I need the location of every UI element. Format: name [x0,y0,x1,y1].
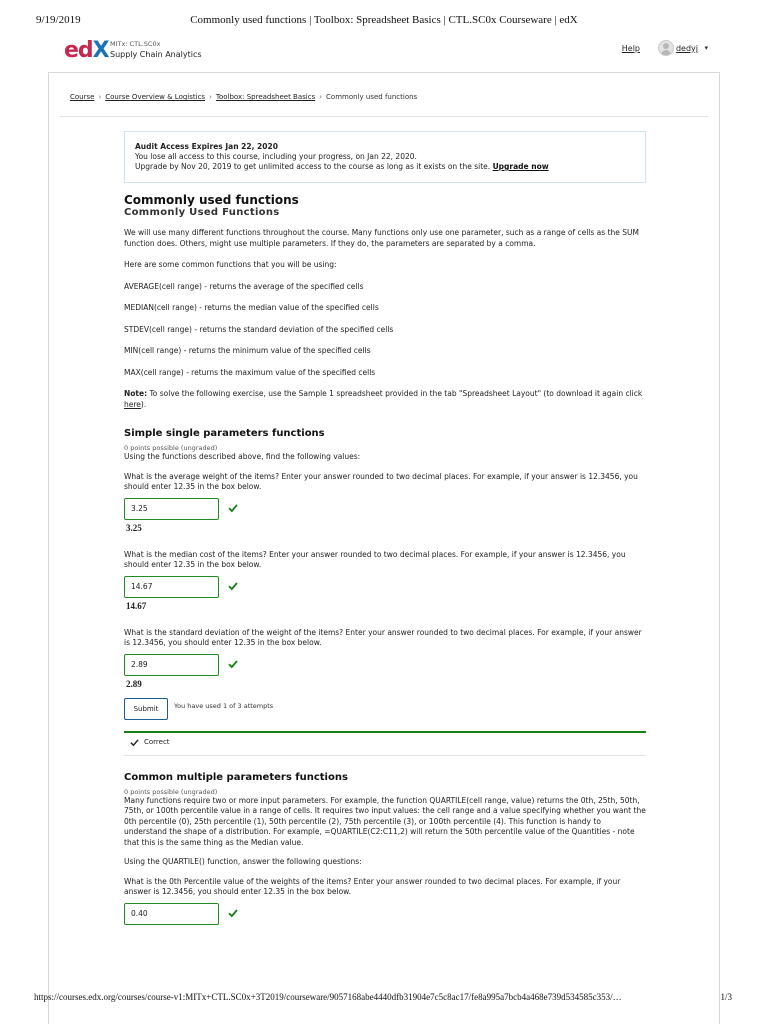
problem1-points: 0 points possible (ungraded) [124,444,218,452]
breadcrumb-course[interactable]: Course [70,93,95,101]
audit-message: You lose all access to this course, including your progress, on Jan 22, 2020. [135,152,417,161]
check-icon [228,659,238,669]
answer-row [124,903,646,925]
username-link[interactable]: dedyj [675,44,698,53]
attempts-count: You have used 1 of 3 attempts [174,701,274,710]
answer-row [124,654,646,676]
print-url: https://courses.edx.org/courses/course-v1:MITx+CTL.SC0x+3T2019/courseware/9057168abe4440dfb31904e7c5c8ac17/fe8a995a7bcb4a468e739d534585c353/… [34,992,622,1002]
unit-content [124,193,646,928]
answer-preview: 2.89 [126,678,142,689]
course-name: Supply Chain Analytics [110,50,202,59]
breadcrumb-separator: › [209,93,212,101]
submit-row [124,698,646,720]
answer-input-median-cost[interactable] [124,576,219,598]
check-icon [130,738,139,747]
submit-button[interactable]: Submit [124,698,168,720]
question-average-weight: What is the average weight of the items? Enter your answer rounded to two decimal places. For example, if your answer is 12.3456, you should enter 12.35 in the box below. [124,471,638,491]
note-paragraph: Note: To solve the following exercise, use the Sample 1 spreadsheet provided in the tab "Spreadsheet Layout" (to download it again click here). [124,389,643,409]
answer-input-average-weight[interactable] [124,498,219,520]
unit-subtitle: Commonly Used Functions [124,207,280,218]
problem2-description: Many functions require two or more input parameters. For example, the function QUARTILE(cell range, value) returns the 0th, 25th, 50th, 75th, or 100th percentile value in a range of cells. It requires two input values: the cell range and a value specifying whether you want the 0th percentile (0), 25th percentile (1), 50th percentile (2), 75th percentile (3), or 100th percentile (4). This function is handy to understand the shape of a distribution. For example, =QUARTILE(C2:C11,2) will return the 50th percentile value of the Quantities - note that this is the same thing as the Median value. [124,795,646,847]
check-icon [228,581,238,591]
breadcrumb-separator: › [98,93,102,101]
breadcrumb-current: Commonly used functions [326,93,418,101]
answer-input-stdev-weight[interactable] [124,654,219,676]
question-0th-percentile: What is the 0th Percentile value of the weights of the items? Enter your answer rounded to two decimal places. For example, if your answer is 12.3456, you should enter 12.35 in the box below. [124,876,621,896]
question-stdev-weight: What is the standard deviation of the weight of the items? Enter your answer rounded to two decimal places. For example, if your answer is 12.3456, you should enter 12.35 in the box below. [124,627,642,647]
intro-paragraph: We will use many different functions throughout the course. Many functions only use one parameter, such as a range of cells as the SUM function does. Others, might use multiple parameters. If they do, the parameters are separated by a comma. [124,228,639,248]
function-median: MEDIAN(cell range) - returns the median value of the specified cells [124,303,379,312]
section-divider [124,755,646,756]
print-header [36,14,732,30]
function-stdev: STDEV(cell range) - returns the standard deviation of the specified cells [124,324,394,334]
function-max: MAX(cell range) - returns the maximum value of the specified cells [124,367,376,377]
print-footer [34,992,732,1006]
audit-title: Audit Access Expires Jan 22, 2020 [135,142,278,151]
answer-preview: 14.67 [126,600,147,611]
breadcrumb-separator: › [319,93,323,101]
course-code: MITx: CTL.SC0x [110,40,161,48]
answer-row [124,498,646,520]
chevron-down-icon[interactable]: ▾ [704,44,708,52]
course-info [110,40,202,61]
check-icon [228,503,238,513]
answer-preview: 3.25 [126,522,142,533]
audit-upgrade-message: Upgrade by Nov 20, 2019 to get unlimited access to the course as long as it exists on the site. Upgrade now [135,162,549,171]
download-spreadsheet-link[interactable]: here [124,399,141,409]
function-min: MIN(cell range) - returns the minimum value of the specified cells [124,346,371,355]
breadcrumb-divider [60,116,708,117]
answer-input-0th-percentile[interactable] [124,903,219,925]
problem2-instruction: Using the QUARTILE() function, answer the following questions: [124,857,362,866]
print-title: Commonly used functions | Toolbox: Spreadsheet Basics | CTL.SC0x Courseware | edX [190,14,578,26]
problem1-title: Simple single parameters functions [124,428,325,439]
help-link[interactable]: Help [621,44,640,53]
question-median-cost: What is the median cost of the items? Enter your answer rounded to two decimal places. For example, if your answer is 12.3456, you should enter 12.35 in the box below. [124,549,626,569]
answer-row [124,576,646,598]
correct-notification [124,731,646,749]
problem1-instruction: Using the functions described above, find the following values: [124,452,361,461]
print-date: 9/19/2019 [36,14,81,26]
breadcrumb [70,93,417,101]
audit-access-banner [124,131,646,183]
print-page-number: 1/3 [720,992,732,1002]
edx-logo[interactable]: edX [64,38,109,63]
avatar[interactable] [658,40,674,56]
upgrade-now-link[interactable]: Upgrade now [492,162,549,171]
function-average: AVERAGE(cell range) - returns the average of the specified cells [124,281,364,291]
check-icon [228,908,238,918]
breadcrumb-toolbox[interactable]: Toolbox: Spreadsheet Basics [215,93,316,101]
breadcrumb-course-overview[interactable]: Course Overview & Logistics [105,93,206,101]
problem2-points: 0 points possible (ungraded) [124,787,218,796]
top-navigation [60,37,708,67]
intro-list-heading: Here are some common functions that you will be using: [124,260,337,269]
unit-title: Commonly used functions [124,193,299,207]
problem2-title: Common multiple parameters functions [124,771,348,783]
correct-status: Correct [144,737,170,746]
